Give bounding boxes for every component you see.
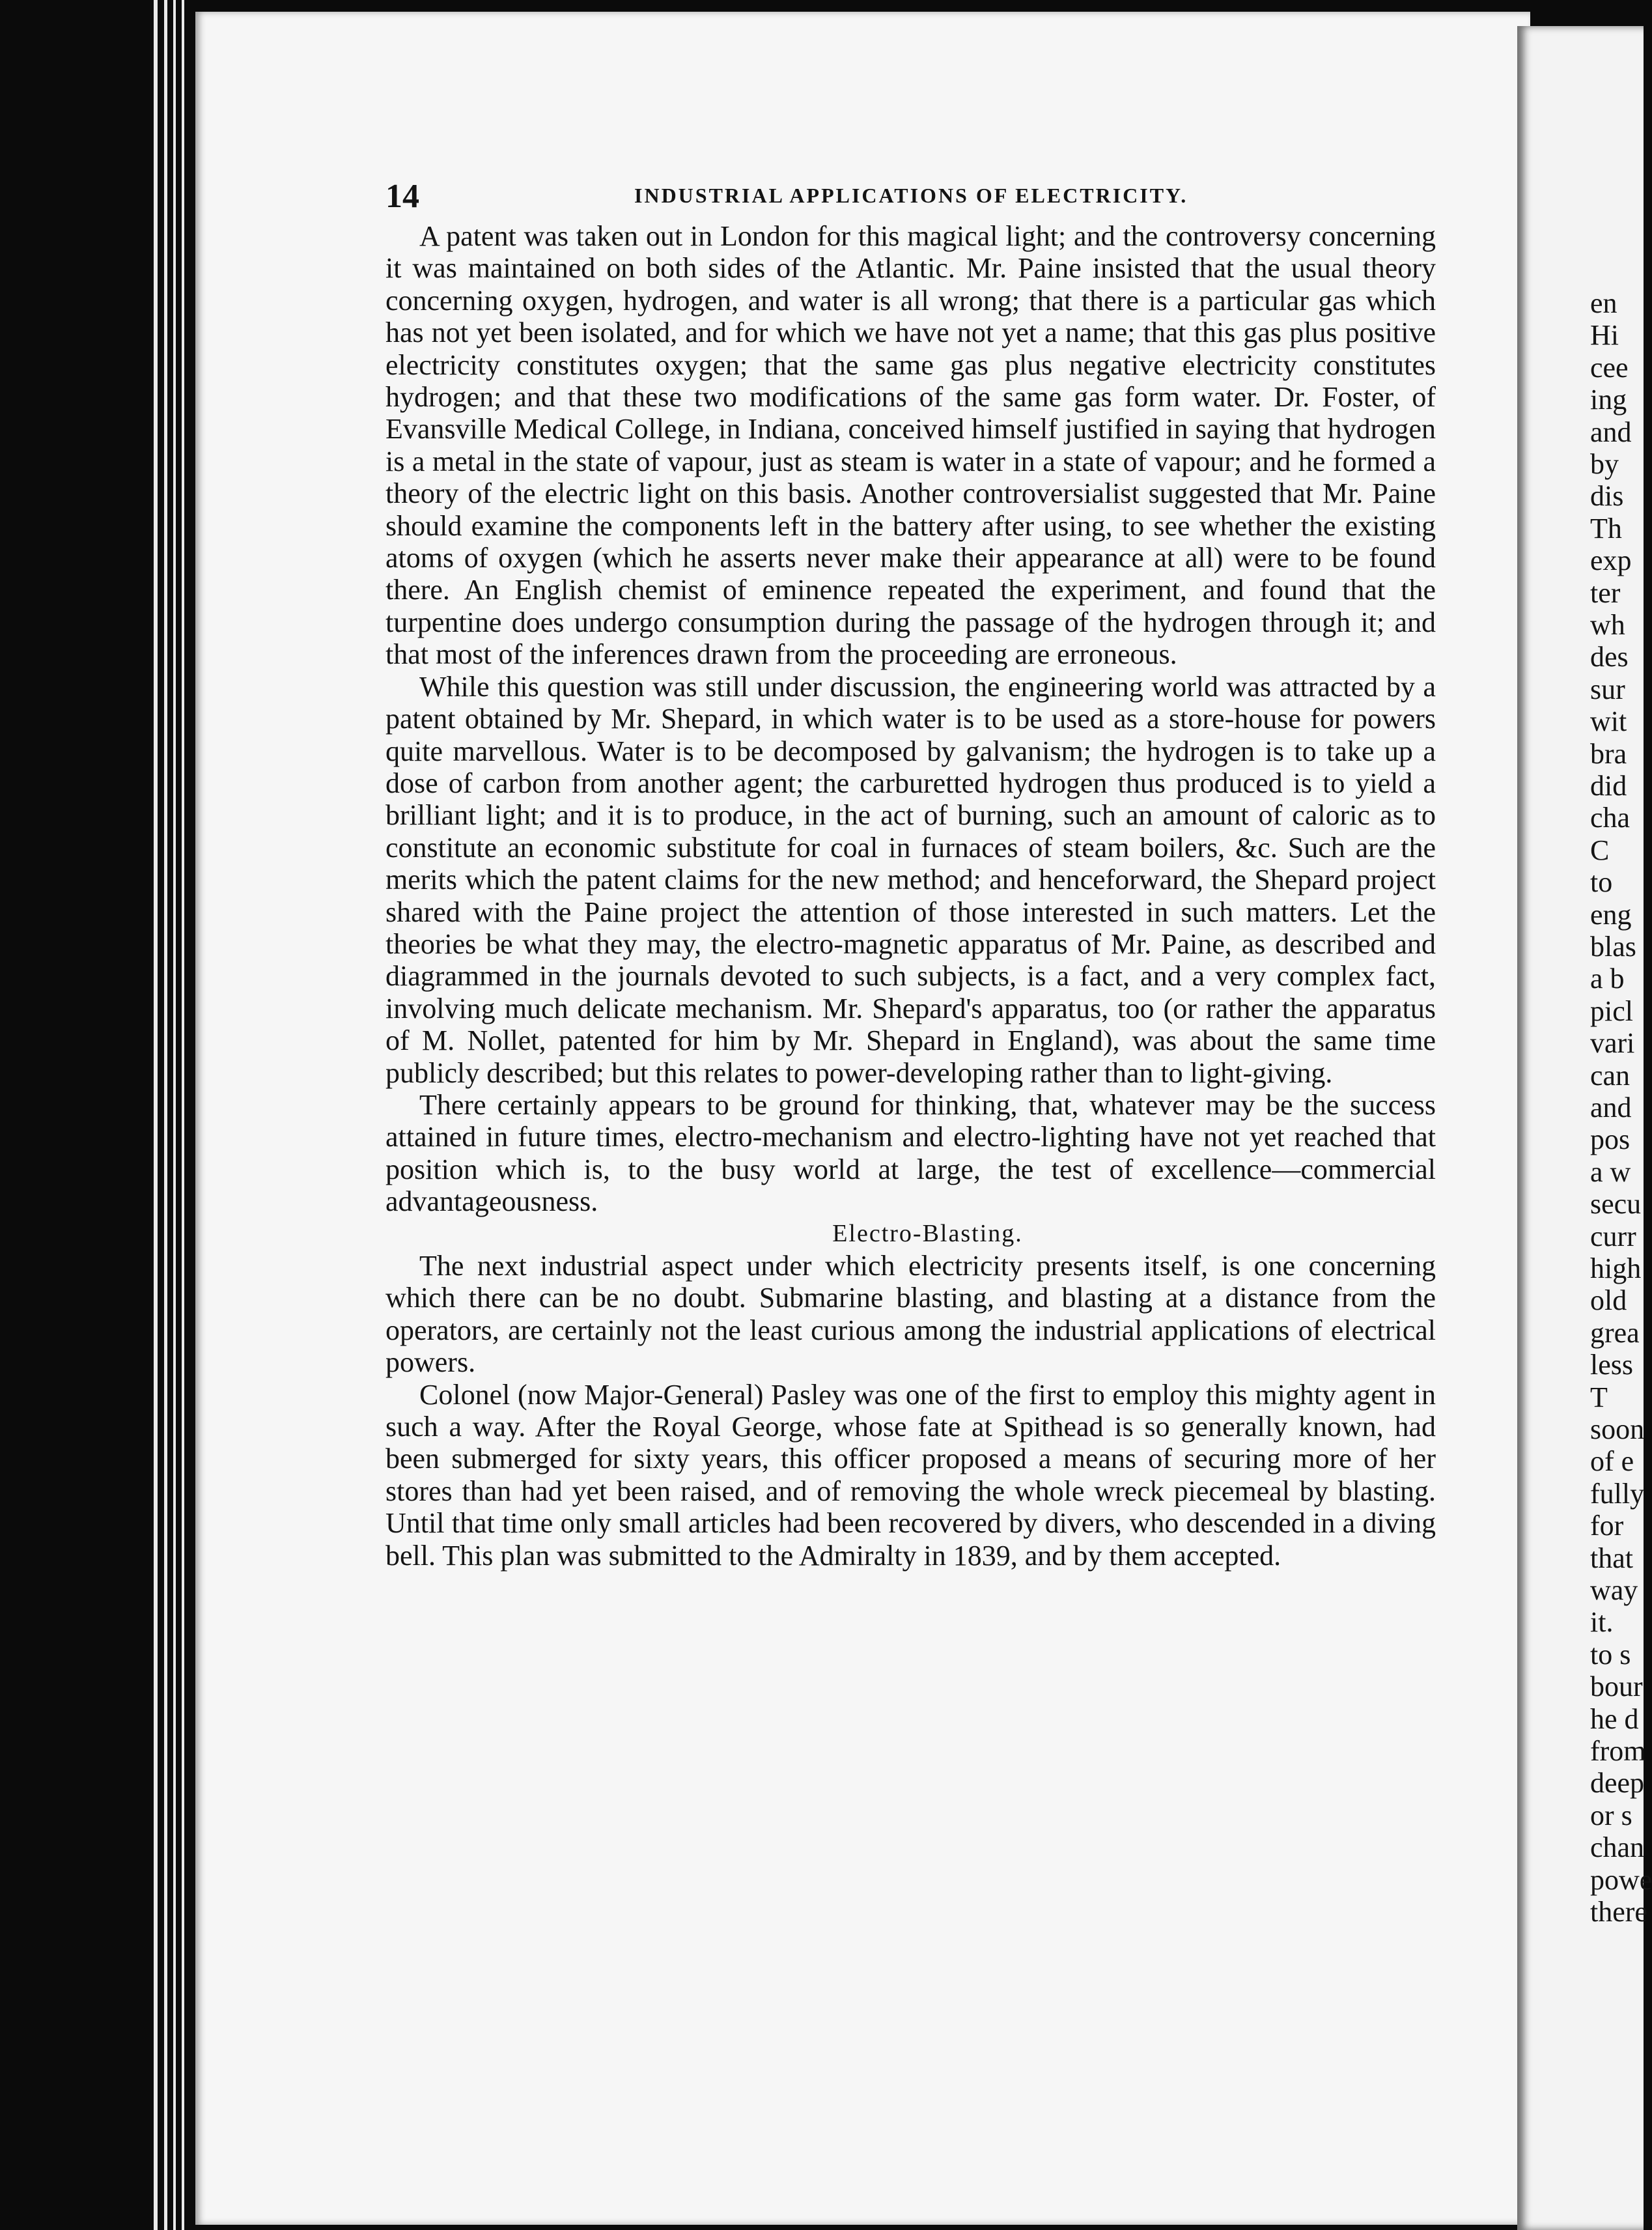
facing-page-line: he d: [1590, 1702, 1639, 1735]
facing-page-line: of e: [1590, 1445, 1634, 1478]
paragraph: Colonel (now Major-General) Pasley was one of the first to employ this mighty agent in such a way. After the Royal George, whose fate at Spithead is so generally known, had been submerged for sixty years, this officer proposed a means of securing more of her stores than had yet been raised, and of removing the whole wreck piecemeal by blasting. Until that time only small articles had been recovered by divers, who descended in a diving bell. This plan was submitted to the Admiralty in 1839, and by them accepted.: [385, 1378, 1436, 1572]
facing-page-line: can: [1590, 1059, 1631, 1092]
facing-page-line: ter: [1590, 576, 1621, 609]
facing-page-line: a w: [1590, 1155, 1631, 1188]
facing-page-line: a b: [1590, 963, 1625, 995]
facing-page-line: pos: [1590, 1123, 1631, 1156]
facing-page-line: it.: [1590, 1606, 1614, 1639]
facing-page-line: old: [1590, 1284, 1627, 1317]
facing-page-line: en: [1590, 287, 1617, 319]
facing-page-line: for: [1590, 1510, 1624, 1542]
facing-page-line: T: [1590, 1381, 1608, 1413]
body-text: [385, 220, 1436, 1572]
facing-page-line: Th: [1590, 512, 1622, 544]
facing-page-line: secu: [1590, 1188, 1642, 1221]
facing-page-line: deep: [1590, 1767, 1645, 1800]
facing-page-line: eng: [1590, 898, 1632, 931]
page-edge: [182, 0, 184, 2230]
facing-page-line: wh: [1590, 609, 1625, 641]
page-edge: [173, 0, 176, 2230]
paragraph: The next industrial aspect under which electricity presents itself, is one concerning which there can be no doubt. Submarine blasting, and blasting at a distance from the operators, are certainly not the least curious among the industrial applications of electrical powers.: [385, 1250, 1436, 1379]
facing-page-line: curr: [1590, 1220, 1636, 1252]
facing-page-line: and: [1590, 1092, 1632, 1123]
facing-page-line: vari: [1590, 1027, 1635, 1060]
facing-page-line: from: [1590, 1735, 1646, 1767]
facing-page-line: dis: [1590, 480, 1624, 513]
facing-page-line: picl: [1590, 995, 1633, 1027]
facing-page-line: des: [1590, 641, 1629, 673]
facing-page-line: chan: [1590, 1831, 1645, 1864]
facing-page-line: wit: [1590, 705, 1627, 738]
facing-page-line: bour: [1590, 1671, 1643, 1703]
page-edge: [154, 0, 158, 2230]
facing-page-line: C: [1590, 834, 1610, 866]
facing-page-line: or s: [1590, 1799, 1632, 1831]
facing-page-line: sur: [1590, 673, 1625, 705]
section-heading: Electro-Blasting.: [832, 1219, 1023, 1247]
page-edge: [164, 0, 167, 2230]
facing-page-line: soon: [1590, 1413, 1645, 1445]
running-title: INDUSTRIAL APPLICATIONS OF ELECTRICITY.: [634, 184, 1188, 207]
running-head: [385, 177, 1436, 216]
paragraph: A patent was taken out in London for this magical light; and the controversy concerning it was maintained on both sides of the Atlantic. Mr. Paine insisted that the usual theory concerning oxygen, hydrogen, and water is all wrong; that there is a particular gas which has not yet been isolated, and for which we have not yet a name; that this gas plus positive electricity constitutes oxygen; that the same gas plus negative electricity constitutes hydrogen; and that these two modifications of the same gas form water. Dr. Foster, of Evansville Medical College, in Indiana, conceived himself justified in saying that hydrogen is a metal in the state of vapour, just as steam is water in a state of vapour; and he formed a theory of the electric light on this basis. Another controversialist suggested that Mr. Paine should examine the components left in the battery after using, to see whether the existing atoms of oxygen (which he asserts never make their appearance at all) were to be found there. An English chemist of eminence repeated the experiment, and found that the turpentine does undergo consumption during the passage of the hydrogen through it; and that most of the inferences drawn from the proceeding are erroneous.: [385, 220, 1436, 671]
facing-page-line: way: [1590, 1574, 1638, 1606]
facing-page-line: exp: [1590, 544, 1632, 577]
facing-page-line: to: [1590, 866, 1613, 899]
paragraph: While this question was still under discussion, the engineering world was attracted by a patent obtained by Mr. Shepard, in which water is to be used as a store-house for powers quite marvellous. Water is to be decomposed by galvanism; the hydrogen is to take up a dose of carbon from another agent; the carburetted hydrogen thus produced is to yield a brilliant light; and it is to produce, in the act of burning, such an amount of caloric as to constitute an economic substitute for coal in furnaces of steam boilers, &c. Such are the merits which the patent claims for the new method; and henceforward, the Shepard project shared with the Paine project the attention of those interested in such matters. Let the theories be what they may, the electro-magnetic apparatus of Mr. Paine, as described and diagrammed in the journals devoted to such subjects, is a fact, and a very complex fact, involving much delicate mechanism. Mr. Shepard's apparatus, too (or rather the apparatus of M. Nollet, patented for him by Mr. Shepard in England), was about the same time publicly described; but this relates to power-developing rather than to light-giving.: [385, 670, 1436, 1089]
facing-page-line: to s: [1590, 1638, 1631, 1671]
facing-page-line: and: [1590, 416, 1632, 448]
facing-page-line: fully: [1590, 1477, 1645, 1510]
facing-page-line: grea: [1590, 1316, 1640, 1349]
facing-page-line: cee: [1590, 351, 1629, 384]
facing-page-line: that: [1590, 1542, 1633, 1574]
facing-page-line: by: [1590, 448, 1619, 480]
facing-page-line: blas: [1590, 931, 1636, 963]
facing-page-line: high: [1590, 1252, 1642, 1284]
facing-page-line: there: [1590, 1896, 1647, 1928]
facing-page-line: did: [1590, 770, 1627, 802]
facing-page-line: bra: [1590, 737, 1627, 770]
paragraph: There certainly appears to be ground for thinking, that, whatever may be the success attained in future times, electro-mechanism and electro-lighting have not yet reached that position which is, to the busy world at large, the test of excellence—commercial advantageousness.: [385, 1088, 1436, 1218]
facing-page-line: cha: [1590, 802, 1631, 834]
facing-page-line: less: [1590, 1349, 1633, 1381]
page-number: 14: [385, 178, 419, 215]
facing-page-line: Hi: [1590, 319, 1619, 352]
facing-page: [1517, 26, 1652, 2230]
facing-page-line: powe: [1590, 1863, 1652, 1896]
facing-page-line: ing: [1590, 384, 1627, 416]
